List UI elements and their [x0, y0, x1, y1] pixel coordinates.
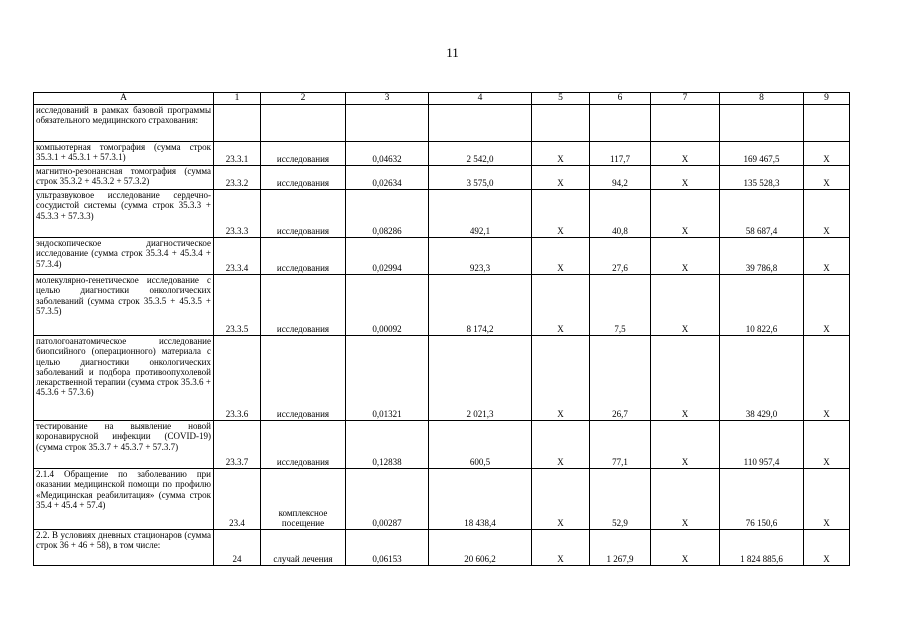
table-row — [34, 336, 850, 421]
table-cell: Х — [804, 238, 850, 275]
table-cell: 3 575,0 — [429, 166, 532, 190]
table-cell: 7,5 — [590, 275, 651, 336]
table-cell — [429, 105, 532, 142]
table-cell: исследования — [261, 166, 346, 190]
column-header-7: 7 — [651, 93, 720, 105]
table-cell: случай лечения — [261, 530, 346, 566]
table-cell: 110 957,4 — [720, 421, 804, 469]
table-cell: 1 267,9 — [590, 530, 651, 566]
table-cell: Х — [651, 166, 720, 190]
row-description: магнитно-резонансная томография (сумма строк 35.3.2 + 45.3.2 + 57.3.2) — [34, 166, 214, 190]
table-cell: исследования — [261, 421, 346, 469]
table-cell: 2 021,3 — [429, 336, 532, 421]
table-cell: 24 — [214, 530, 261, 566]
table-cell: Х — [532, 469, 590, 530]
table-cell: 18 438,4 — [429, 469, 532, 530]
table-cell: исследования — [261, 238, 346, 275]
column-header-2: 2 — [261, 93, 346, 105]
row-description: эндоскопическое диагностическое исследование (сумма строк 35.3.4 + 45.3.4 + 57.3.4) — [34, 238, 214, 275]
table-cell: 0,02994 — [346, 238, 429, 275]
table-cell — [261, 105, 346, 142]
table-cell: исследования — [261, 142, 346, 166]
table-cell: Х — [804, 275, 850, 336]
table-cell: 0,00287 — [346, 469, 429, 530]
column-header-4: 4 — [429, 93, 532, 105]
table-cell: Х — [804, 336, 850, 421]
table-cell: 492,1 — [429, 190, 532, 238]
data-table — [33, 92, 850, 566]
table-cell: 23.3.5 — [214, 275, 261, 336]
table-row — [34, 190, 850, 238]
table-cell: 23.3.2 — [214, 166, 261, 190]
table-row — [34, 530, 850, 566]
table-cell — [346, 105, 429, 142]
table-cell: 23.3.6 — [214, 336, 261, 421]
table-header-row — [34, 93, 850, 105]
table-cell: Х — [651, 469, 720, 530]
table-cell: 8 174,2 — [429, 275, 532, 336]
column-header-0: А — [34, 93, 214, 105]
table-cell: 94,2 — [590, 166, 651, 190]
row-description: патологоанатомическое исследование биопсийного (операционного) материала с целью диагностики онкологических заболеваний и подбора противоопухолевой лекарственной терапии (сумма строк 35.3.6 + 45.3.6 + 57.3.6) — [34, 336, 214, 421]
table-cell: 0,02634 — [346, 166, 429, 190]
table-cell: 0,08286 — [346, 190, 429, 238]
table-cell: Х — [651, 238, 720, 275]
table-cell — [720, 105, 804, 142]
table-cell: Х — [804, 142, 850, 166]
table-cell: Х — [532, 238, 590, 275]
table-cell: 23.3.4 — [214, 238, 261, 275]
table-cell: 23.3.7 — [214, 421, 261, 469]
table-cell — [651, 105, 720, 142]
column-header-3: 3 — [346, 93, 429, 105]
table-cell: Х — [804, 530, 850, 566]
table-cell: Х — [532, 275, 590, 336]
row-description: тестирование на выявление новой коронавирусной инфекции (COVID-19) (сумма строк 35.3.7 + 45.3.7 + 57.3.7) — [34, 421, 214, 469]
table-row — [34, 469, 850, 530]
table-cell: 0,00092 — [346, 275, 429, 336]
table-cell: Х — [651, 275, 720, 336]
column-header-9: 9 — [804, 93, 850, 105]
table-cell: Х — [651, 421, 720, 469]
page-number: 11 — [446, 45, 459, 60]
table-cell: Х — [532, 142, 590, 166]
row-description: 2.2. В условиях дневных стационаров (сумма строк 36 + 46 + 58), в том числе: — [34, 530, 214, 566]
table-cell: 52,9 — [590, 469, 651, 530]
row-description: исследований в рамках базовой программы обязательного медицинского страхования: — [34, 105, 214, 142]
table-row — [34, 275, 850, 336]
table-cell: 77,1 — [590, 421, 651, 469]
table-row — [34, 421, 850, 469]
table-cell: комплексное посещение — [261, 469, 346, 530]
column-header-8: 8 — [720, 93, 804, 105]
column-header-1: 1 — [214, 93, 261, 105]
table-cell: Х — [651, 142, 720, 166]
table-row — [34, 105, 850, 142]
table-cell: 169 467,5 — [720, 142, 804, 166]
table-cell: 39 786,8 — [720, 238, 804, 275]
table-cell: Х — [651, 190, 720, 238]
table-cell: Х — [532, 530, 590, 566]
table-row — [34, 142, 850, 166]
table-cell: 38 429,0 — [720, 336, 804, 421]
table-cell: Х — [804, 421, 850, 469]
table-cell: исследования — [261, 190, 346, 238]
table-row — [34, 238, 850, 275]
table-cell: Х — [651, 530, 720, 566]
table-cell: Х — [651, 336, 720, 421]
table-row — [34, 166, 850, 190]
table-cell: 23.4 — [214, 469, 261, 530]
table-cell: 23.3.1 — [214, 142, 261, 166]
table-cell — [214, 105, 261, 142]
table-cell: 40,8 — [590, 190, 651, 238]
table-cell — [590, 105, 651, 142]
column-header-5: 5 — [532, 93, 590, 105]
column-header-6: 6 — [590, 93, 651, 105]
table-cell: 923,3 — [429, 238, 532, 275]
table-cell: 0,01321 — [346, 336, 429, 421]
table-cell: 117,7 — [590, 142, 651, 166]
table-cell: 600,5 — [429, 421, 532, 469]
table-cell: 26,7 — [590, 336, 651, 421]
table-cell: 2 542,0 — [429, 142, 532, 166]
table-cell: Х — [532, 166, 590, 190]
row-description: 2.1.4 Обращение по заболеванию при оказании медицинской помощи по профилю «Медицинская реабилитация» (сумма строк 35.4 + 45.4 + 57.4) — [34, 469, 214, 530]
table-cell — [804, 105, 850, 142]
table-cell: 1 824 885,6 — [720, 530, 804, 566]
row-description: ультразвуковое исследование сердечно-сосудистой системы (сумма строк 35.3.3 + 45.3.3 + 57.3.3) — [34, 190, 214, 238]
table-cell: Х — [804, 190, 850, 238]
table-cell: 76 150,6 — [720, 469, 804, 530]
table-cell: Х — [532, 336, 590, 421]
table-cell — [532, 105, 590, 142]
table-cell: Х — [532, 421, 590, 469]
table-cell: 0,06153 — [346, 530, 429, 566]
table-cell: Х — [804, 166, 850, 190]
table-cell: 0,04632 — [346, 142, 429, 166]
table-cell: 135 528,3 — [720, 166, 804, 190]
row-description: компьютерная томография (сумма строк 35.3.1 + 45.3.1 + 57.3.1) — [34, 142, 214, 166]
table-cell: 23.3.3 — [214, 190, 261, 238]
table-cell: 10 822,6 — [720, 275, 804, 336]
table-cell: Х — [532, 190, 590, 238]
table-cell: 27,6 — [590, 238, 651, 275]
table-cell: 0,12838 — [346, 421, 429, 469]
row-description: молекулярно-генетическое исследование с целью диагностики онкологических заболеваний (сумма строк 35.3.5 + 45.3.5 + 57.3.5) — [34, 275, 214, 336]
table-cell: исследования — [261, 275, 346, 336]
table-cell: Х — [804, 469, 850, 530]
table-cell: 58 687,4 — [720, 190, 804, 238]
table-cell: 20 606,2 — [429, 530, 532, 566]
table-cell: исследования — [261, 336, 346, 421]
